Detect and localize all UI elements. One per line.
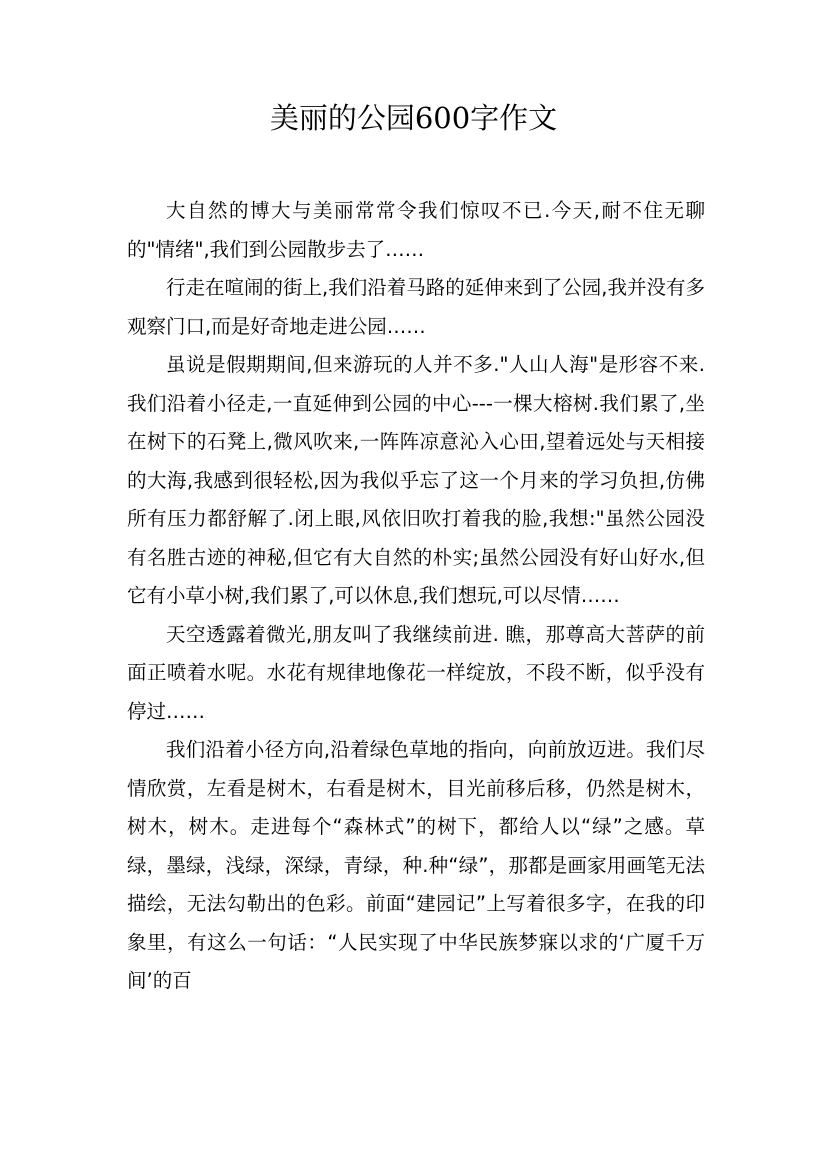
essay-body <box>127 192 705 1001</box>
paragraph: 天空透露着微光,朋友叫了我继续前进. 瞧，那尊高大菩萨的前面正喷着水呢。水花有规律地像花一样绽放，不段不断，似乎没有停过…… <box>127 622 705 723</box>
paragraph: 行走在喧闹的街上,我们沿着马路的延伸来到了公园,我并没有多观察门口,而是好奇地走进公园…… <box>127 276 705 338</box>
document-title: 美丽的公园600字作文 <box>269 101 558 135</box>
paragraph: 大自然的博大与美丽常常令我们惊叹不已.今天,耐不住无聊的"情绪",我们到公园散步去了…… <box>127 199 705 261</box>
paragraph: 虽说是假期期间,但来游玩的人并不多."人山人海"是形容不来.我们沿着小径走,一直延伸到公园的中心---一棵大榕树.我们累了,坐在树下的石凳上,微风吹来,一阵阵凉意沁入心田,望着远处与天相接的大海,我感到很轻松,因为我似乎忘了这一个月来的学习负担,仿佛所有压力都舒解了.闭上眼,风依旧吹打着我的脸,我想:"虽然公园没有名胜古迹的神秘,但它有大自然的朴实;虽然公园没有好山好水,但它有小草小树,我们累了,可以休息,我们想玩,可以尽情…… <box>127 353 705 607</box>
paragraph: 我们沿着小径方向,沿着绿色草地的指向，向前放迈进。我们尽情欣赏，左看是树木，右看是树木，目光前移后移，仍然是树木，树木，树木。走进每个“森林式”的树下，都给人以“绿”之感。草绿，墨绿，浅绿，深绿，青绿，种.种“绿”，那都是画家用画笔无法描绘，无法勾勒出的色彩。前面“建园记”上写着很多字，在我的印象里，有这么一句话：“人民实现了中华民族梦寐以求的‘广厦千万间’的百 <box>127 738 705 992</box>
